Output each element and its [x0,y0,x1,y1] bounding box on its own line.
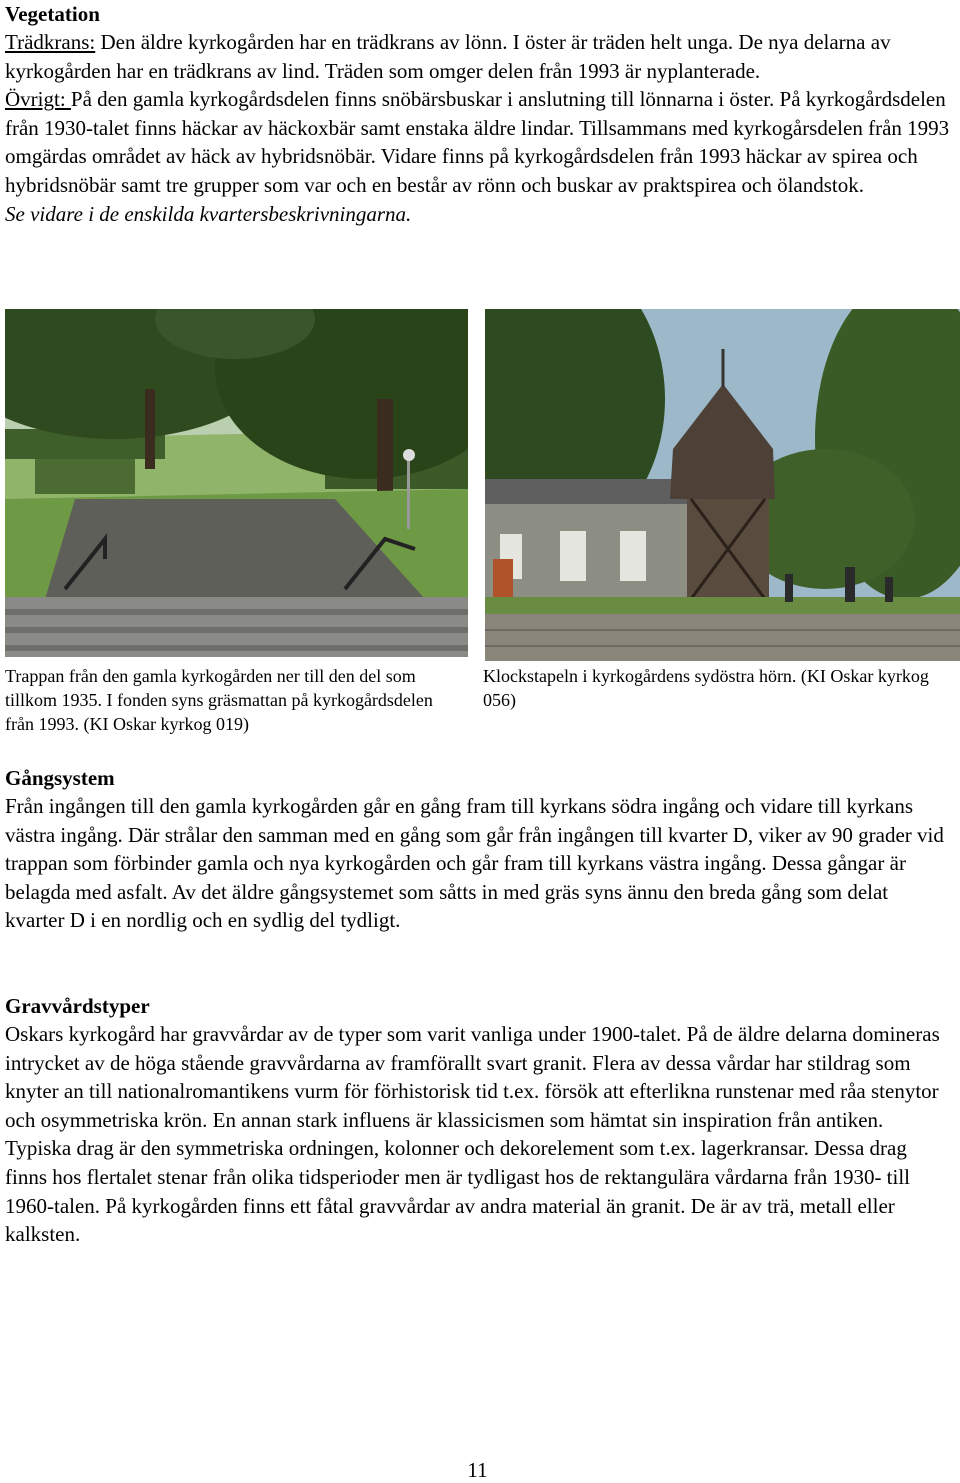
gangsystem-heading: Gångsystem [5,766,115,790]
bell-tower-photo [485,309,960,661]
stairs-photo [5,309,468,657]
other-paragraph [5,85,950,199]
vegetation-section [5,0,950,228]
gangsystem-paragraph: Från ingången till den gamla kyrkogården går en gång fram till kyrkans södra ingång och vidare till kyrkans västra ingång. Där strålar den samman med en gång som går från ingången till kvarter D, viker av 90 grader vid trappan som förbinder gamla och nya kyrkogården och går fram till kyrkans västra ingång. Dessa gångar är belagda med asfalt. Av det äldre gångsystemet som såtts in med gräs syns ännu den breda gång som delat kvarter D i en nordlig och en sydlig del tydligt. [5,794,944,933]
gravvardstyper-section [5,992,950,1249]
other-label: Övrigt: [5,87,71,112]
gangsystem-section [5,764,950,935]
gravvardstyper-heading: Gravvårdstyper [5,994,150,1018]
vegetation-heading: Vegetation [5,2,100,26]
see-also-note: Se vidare i de enskilda kvartersbeskrivningarna. [5,201,412,226]
gravvardstyper-paragraph: Oskars kyrkogård har gravvårdar av de typer som varit vanliga under 1900-talet. På de äldre delarna domineras intrycket av de höga stående gravvårdarna av framförallt svart granit. Flera av dessa vårdar har stildrag som knyter an till nationalromantikens vurm för förhistorisk tid t.ex. försök att efterlikna runstenar med råa stenytor och osymmetriska krön. En annan stark influens är klassicismen som hämtat sin inspiration från antiken. Typiska drag är den symmetriska ordningen, kolonner och dekorelement som t.ex. lagerkransar. Dessa drag finns hos flertalet stenar från olika tidsperioder men är tydligast hos de rektangulära vårdarna från 1930- till 1960-talen. På kyrkogården finns ett fåtal gravvårdar av andra material än granit. De är av trä, metall eller kalksten. [5,1022,940,1247]
trees-text: Den äldre kyrkogården har en trädkrans av lönn. I öster är träden helt unga. De nya delarna av kyrkogården har en trädkrans av lind. Träden som omger delen från 1993 är nyplanterade. [5,30,891,83]
trees-label: Trädkrans: [5,30,96,54]
trees-paragraph [5,28,950,85]
bell-tower-photo-caption: Klockstapeln i kyrkogårdens sydöstra hörn. (KI Oskar kyrkog 056) [483,666,929,710]
other-text: På den gamla kyrkogårdsdelen finns snöbärsbuskar i anslutning till lönnarna i öster. På kyrkogårdsdelen från 1930-talet finns häckar av häckoxbär samt enstaka äldre lindar. Tillsammans med kyrkogårsdelen från 1993 omgärdas området av häck av hybridsnöbär. Vidare finns på kyrkogårdsdelen från 1993 häckar av spirea och hybridsnöbär samt tre grupper som var och en består av rönn och buskar av praktspirea och ölandstok. [5,87,950,197]
stairs-photo-caption: Trappan från den gamla kyrkogården ner till den del som tillkom 1935. I fonden syns gräsmattan på kyrkogårdsdelen från 1993. (KI Oskar kyrkog 019) [5,666,433,734]
page-number: 11 [467,1458,488,1482]
bell-tower-photo-image [485,309,960,661]
stairs-photo-image [5,309,468,657]
